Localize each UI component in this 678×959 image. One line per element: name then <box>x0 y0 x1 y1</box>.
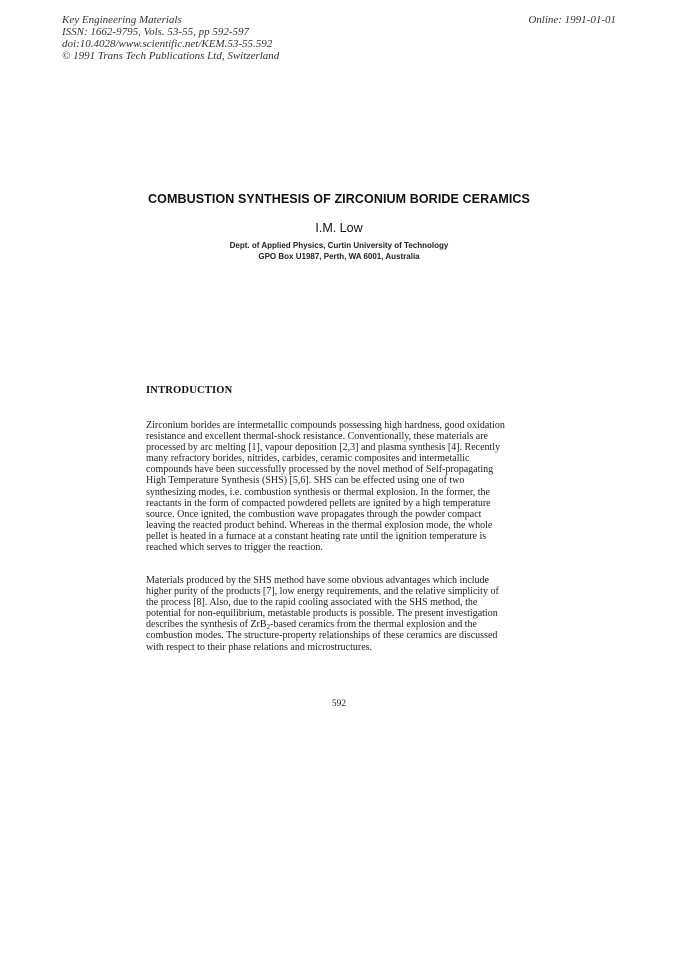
address-line: GPO Box U1987, Perth, WA 6001, Australia <box>258 252 420 261</box>
paragraph-line: resistance and excellent thermal-shock resistance. Conventionally, these materials are <box>146 431 488 443</box>
copyright-line: © 1991 Trans Tech Publications Ltd, Switzerland <box>62 50 280 62</box>
issn-line: ISSN: 1662-9795, Vols. 53-55, pp 592-597 <box>62 26 249 38</box>
journal-name: Key Engineering Materials <box>62 14 182 26</box>
online-date: Online: 1991-01-01 <box>528 14 616 26</box>
paragraph-line: source. Once ignited, the combustion wave propagates through the powder compact <box>146 508 482 520</box>
paragraph-line: synthesizing modes, i.e. combustion synthesis or thermal explosion. In the former, the <box>146 486 490 498</box>
paragraph-line: the process [8]. Also, due to the rapid cooling associated with the SHS method, the <box>146 597 478 609</box>
paragraph-line: High Temperature Synthesis (SHS) [5,6]. SHS can be effected using one of two <box>146 475 465 487</box>
paragraph-line: reached which serves to trigger the reaction. <box>146 542 323 554</box>
affiliation-line: Dept. of Applied Physics, Curtin University of Technology <box>229 241 449 250</box>
publication-info <box>62 14 279 62</box>
paragraph-line: combustion modes. The structure-property relationships of these ceramics are discussed <box>146 630 498 642</box>
paragraph-line: leaving the reacted product behind. Whereas in the thermal explosion mode, the whole <box>146 519 493 531</box>
article-title: COMBUSTION SYNTHESIS OF ZIRCONIUM BORIDE CERAMICS <box>148 192 530 206</box>
paragraph-line: compounds have been successfully processed by the novel method of Self-propagating <box>146 464 494 476</box>
author-name: I.M. Low <box>315 221 363 235</box>
paragraph-line: with respect to their phase relations and microstructures. <box>146 641 373 653</box>
paragraph-line: pellet is heated in a furnace at a constant heating rate until the ignition temperature is <box>146 530 487 542</box>
author-affiliation <box>0 240 678 262</box>
formula-subscript: 2 <box>266 623 271 632</box>
paragraph-line: reactants in the form of compacted powdered pellets are ignited by a high temperature <box>146 497 491 509</box>
formula-text-start: describes the synthesis of ZrB <box>146 619 267 631</box>
paragraph-line: Zirconium borides are intermetallic compounds possessing high hardness, good oxidation <box>146 420 505 431</box>
section-heading: INTRODUCTION <box>146 385 233 396</box>
paragraph-1 <box>146 420 536 553</box>
page-number: 592 <box>331 699 347 709</box>
paragraph-line: many refractory borides, nitrides, carbides, ceramic composites and intermetallic <box>146 453 470 465</box>
paragraph-line-formula <box>146 619 536 630</box>
doi-line[interactable]: doi:10.4028/www.scientific.net/KEM.53-55.592 <box>62 38 273 50</box>
paragraph-line: potential for non-equilibrium, metastable products is possible. The present investigation <box>146 608 498 620</box>
paragraph-line: Materials produced by the SHS method have some obvious advantages which include <box>146 575 489 586</box>
paragraph-2 <box>146 575 536 653</box>
formula-text-end: -based ceramics from the thermal explosion and the <box>270 619 477 631</box>
paragraph-line: processed by arc melting [1], vapour deposition [2,3] and plasma synthesis [4]. Recently <box>146 442 501 454</box>
paragraph-line: higher purity of the products [7], low energy requirements, and the relative simplicity of <box>146 586 499 598</box>
